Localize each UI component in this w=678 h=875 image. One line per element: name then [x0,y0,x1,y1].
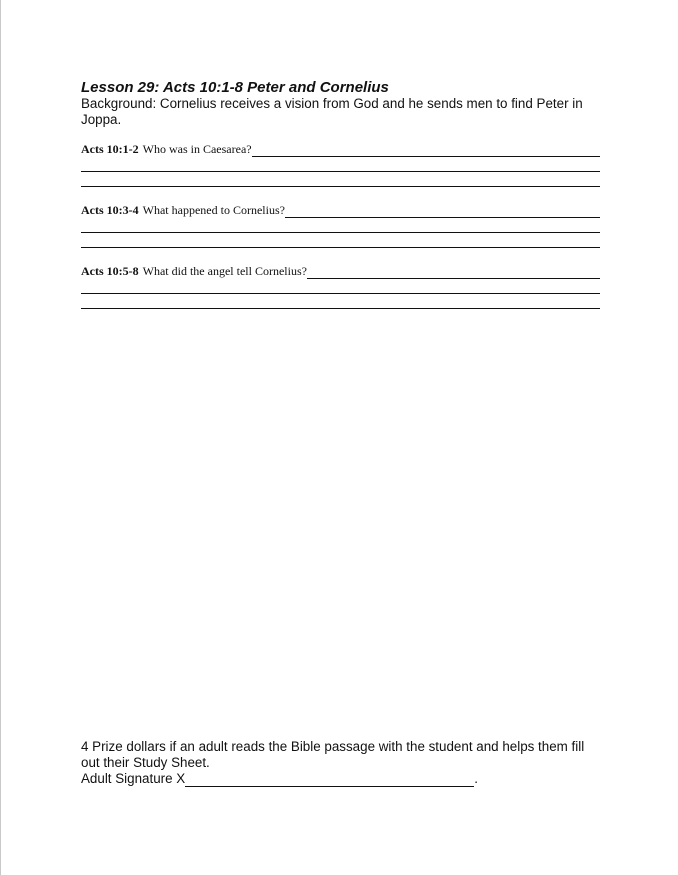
question-block [81,263,600,325]
question-reference: Acts 10:1-2 [81,142,139,156]
answer-line[interactable] [81,293,600,294]
prize-text: 4 Prize dollars if an adult reads the Bible passage with the student and helps them fill out their Study Sheet. [81,739,585,770]
answer-blank[interactable] [285,203,600,218]
lesson-title: Lesson 29: Acts 10:1-8 Peter and Cornelius [81,79,389,96]
study-sheet [81,0,601,875]
question-line [81,141,600,157]
answer-blank[interactable] [252,142,600,157]
question-reference: Acts 10:3-4 [81,203,139,217]
page-edge [0,0,1,875]
question-line [81,263,600,279]
signature-field[interactable] [185,772,474,787]
question-block [81,202,600,264]
signature-row [81,771,601,787]
signature-end: . [474,771,478,786]
question-text: What happened to Cornelius? [142,203,285,217]
prize-footer [81,739,601,787]
question-text: Who was in Caesarea? [142,142,252,156]
answer-line[interactable] [81,247,600,248]
lesson-background: Background: Cornelius receives a vision from God and he sends men to find Peter in Joppa. [81,96,583,127]
answer-blank[interactable] [307,264,600,279]
question-text: What did the angel tell Cornelius? [142,264,307,278]
answer-line[interactable] [81,232,600,233]
answer-line[interactable] [81,171,600,172]
question-block [81,141,600,203]
question-reference: Acts 10:5-8 [81,264,139,278]
answer-line[interactable] [81,308,600,309]
answer-line[interactable] [81,186,600,187]
question-line [81,202,600,218]
signature-label: Adult Signature X [81,771,186,786]
